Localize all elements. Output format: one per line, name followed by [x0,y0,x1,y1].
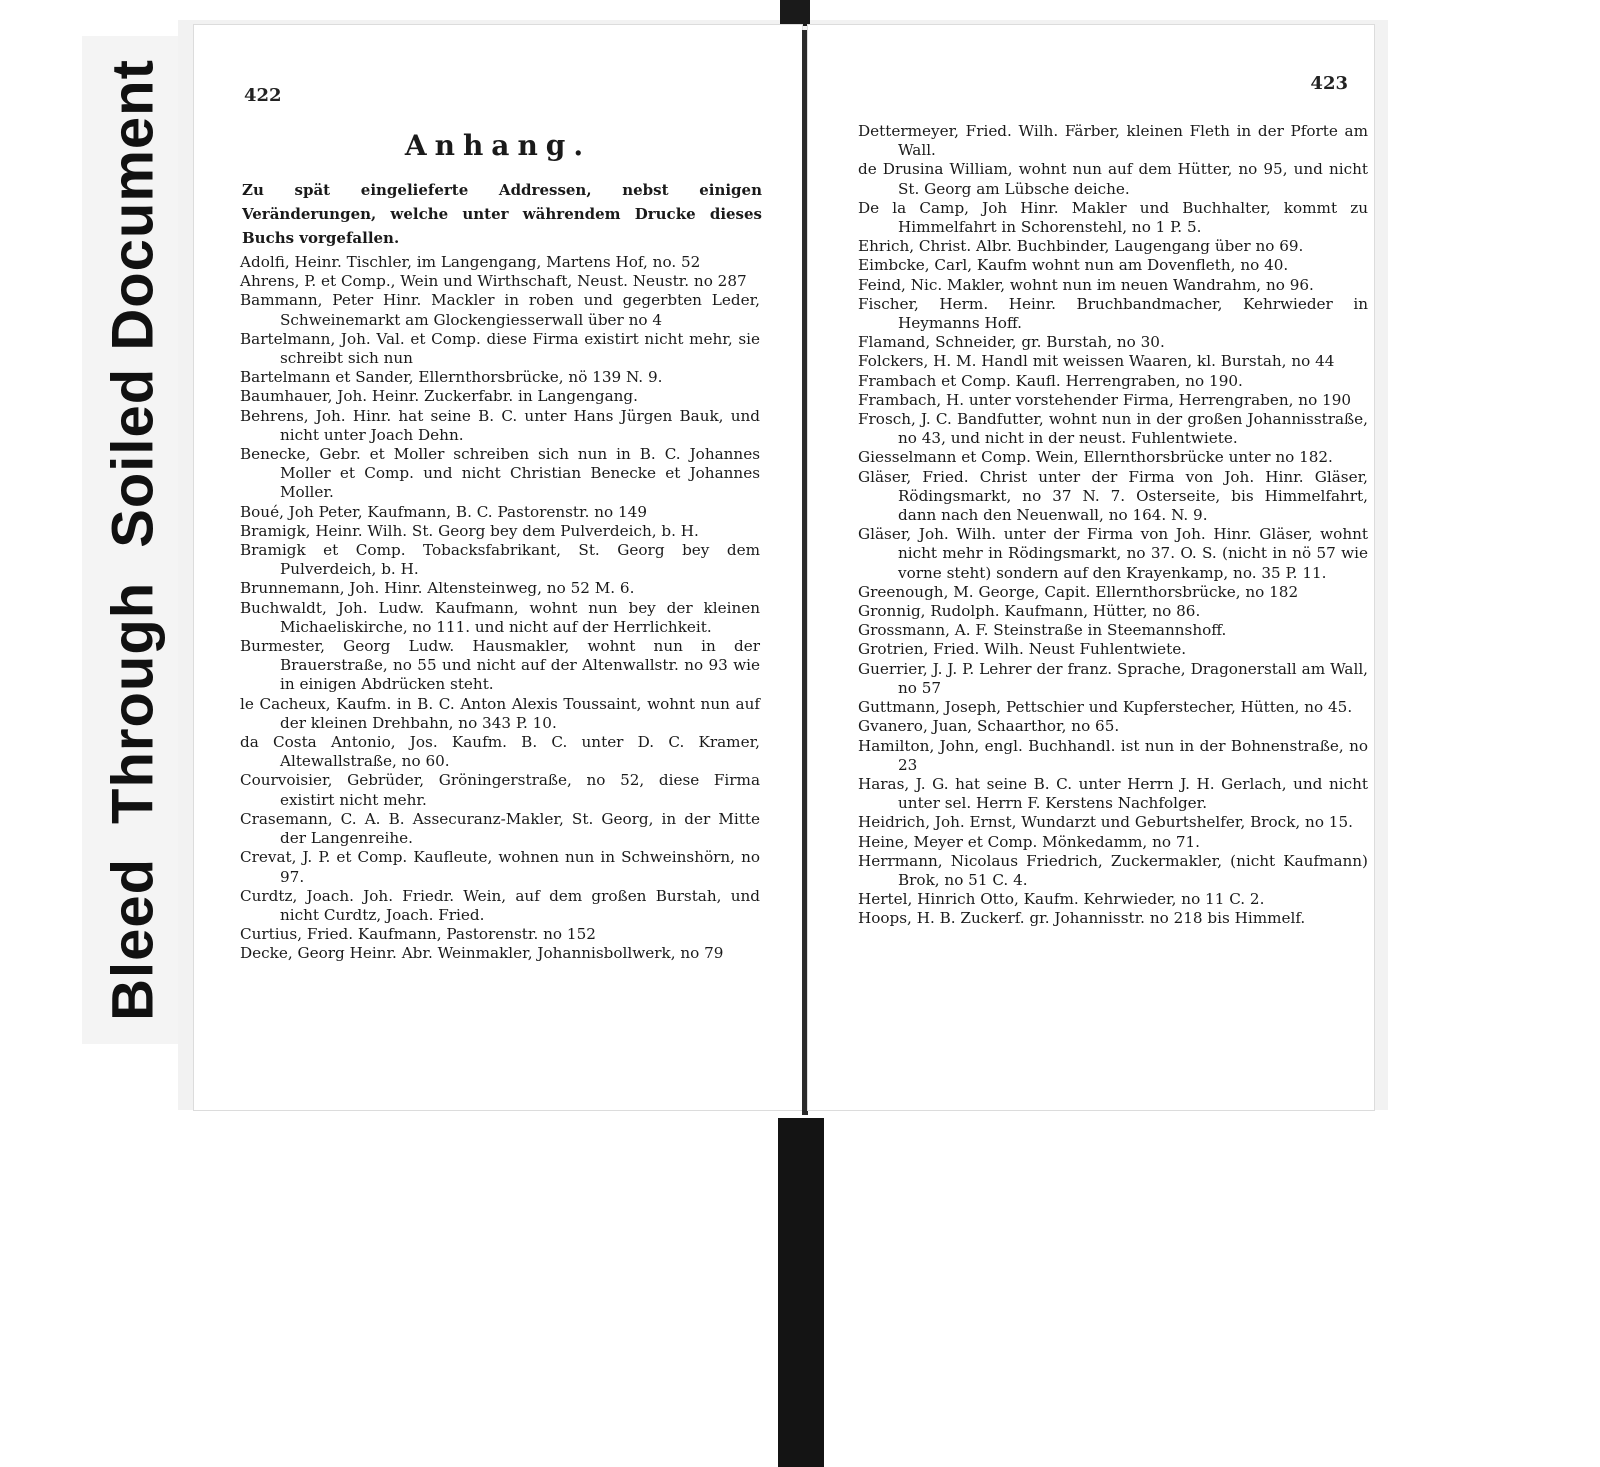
directory-entry: Curtius, Fried. Kaufmann, Pastorenstr. no 152 [240,925,596,944]
directory-entry: Guttmann, Joseph, Pettschier und Kupferstecher, Hütten, no 45. [858,698,1353,717]
directory-entry: Bramigk, Heinr. Wilh. St. Georg bey dem Pulverdeich, b. H. [240,521,699,540]
directory-entry: Burmester, Georg Ludw. Hausmakler, wohnt nun in der Brauerstraße, no 55 und nicht auf der Altenwallstr. no 93 wie in einigen Abdrücken steht. [240,637,760,694]
right-page [808,25,1374,1110]
directory-entry: Brunnemann, Joh. Hinr. Altensteinweg, no 52 M. 6. [240,579,635,598]
directory-entry: Benecke, Gebr. et Moller schreiben sich nun in B. C. Johannes Moller et Comp. und nicht Christian Benecke et Johannes Moller. [240,445,760,502]
directory-entry: Greenough, M. George, Capit. Ellernthorsbrücke, no 182 [858,582,1299,601]
directory-entry: Adolfi, Heinr. Tischler, im Langengang, Martens Hof, no. 52 [240,253,701,271]
directory-entry: Gvanero, Juan, Schaarthor, no 65. [858,717,1120,736]
binding-strip-top [780,0,810,26]
directory-entry: Herrmann, Nicolaus Friedrich, Zuckermakler, (nicht Kaufmann) Brok, no 51 C. 4. [858,851,1368,889]
directory-entry: Guerrier, J. J. P. Lehrer der franz. Sprache, Dragonerstall am Wall, no 57 [858,659,1368,697]
directory-entry: Ehrich, Christ. Albr. Buchbinder, Laugengang über no 69. [858,237,1304,256]
directory-entry: Bramigk et Comp. Tobacksfabrikant, St. Georg bey dem Pulverdeich, b. H. [240,541,760,579]
right-entry-list [858,122,1368,929]
directory-entry: Gläser, Joh. Wilh. unter der Firma von Joh. Hinr. Gläser, wohnt nicht mehr in Rödingsmarkt, no 37. O. S. (nicht in nö 57 wie vorne steht) sondern auf den Krayenkamp, no. 35 P. 11. [858,525,1368,582]
directory-entry: Folckers, H. M. Handl mit weissen Waaren, kl. Burstah, no 44 [858,352,1335,371]
directory-entry: Decke, Georg Heinr. Abr. Weinmakler, Johannisbollwerk, no 79 [240,944,724,963]
directory-entry: Fischer, Herm. Heinr. Bruchbandmacher, Kehrwieder in Heymanns Hoff. [858,294,1368,333]
directory-entry: Buchwaldt, Joh. Ludw. Kaufmann, wohnt nun bey der kleinen Michaeliskirche, no 111. und nicht auf der Herrlichkeit. [240,598,760,636]
directory-entry: Crevat, J. P. et Comp. Kaufleute, wohnen nun in Schweinshörn, no 97. [240,848,760,886]
directory-entry: Courvoisier, Gebrüder, Gröningerstraße, no 52, diese Firma existirt nicht mehr. [240,771,760,809]
directory-entry: Frambach, H. unter vorstehender Firma, Herrengraben, no 190 [858,390,1352,409]
binding-strip-bottom [778,1118,824,1467]
directory-entry: Heine, Meyer et Comp. Mönkedamm, no 71. [858,832,1200,851]
directory-entry: Bammann, Peter Hinr. Mackler in roben und gegerbten Leder, Schweinemarkt am Glockengiesserwall über no 4 [240,291,760,329]
section-title: Anhang. [404,129,592,162]
directory-entry: Feind, Nic. Makler, wohnt nun im neuen Wandrahm, no 96. [858,275,1314,294]
directory-entry: Frosch, J. C. Bandfutter, wohnt nun in der großen Johannisstraße, no 43, und nicht in der neust. Fuhlentwiete. [858,410,1368,448]
directory-entry: de Drusina William, wohnt nun auf dem Hütter, no 95, und nicht St. Georg am Lübsche deiche. [858,160,1368,198]
right-page-number: 423 [1310,73,1348,94]
directory-entry: Frambach et Comp. Kaufl. Herrengraben, no 190. [858,371,1243,390]
directory-entry: Gronnig, Rudolph. Kaufmann, Hütter, no 86. [858,602,1201,621]
directory-entry: Haras, J. G. hat seine B. C. unter Herrn J. H. Gerlach, und nicht unter sel. Herrn F. Kerstens Nachfolger. [858,774,1368,813]
directory-entry: Baumhauer, Joh. Heinr. Zuckerfabr. in Langengang. [240,387,638,406]
left-entry-list [240,253,760,964]
directory-entry: De la Camp, Joh Hinr. Makler und Buchhalter, kommt zu Himmelfahrt in Schorenstehl, no 1 P. 5. [858,198,1368,237]
directory-entry: Giesselmann et Comp. Wein, Ellernthorsbrücke unter no 182. [858,448,1333,467]
directory-entry: Ahrens, P. et Comp., Wein und Wirthschaft, Neust. Neustr. no 287 [240,272,747,291]
directory-entry: Flamand, Schneider, gr. Burstah, no 30. [858,333,1165,352]
label-word-soiled-document: Soiled Document [100,59,166,548]
label-word-through: Through [100,581,166,824]
directory-entry: le Cacheux, Kaufm. in B. C. Anton Alexis Toussaint, wohnt nun auf der kleinen Drehbahn, no 343 P. 10. [240,694,760,732]
directory-entry: Grossmann, A. F. Steinstraße in Steemannshoff. [858,621,1227,640]
directory-entry: Bartelmann, Joh. Val. et Comp. diese Firma existirt nicht mehr, sie schreibt sich nun [240,329,760,368]
directory-entry: Bartelmann et Sander, Ellernthorsbrücke, nö 139 N. 9. [240,368,663,387]
directory-entry: Grotrien, Fried. Wilh. Neust Fuhlentwiete. [858,640,1187,659]
directory-entry: Hamilton, John, engl. Buchhandl. ist nun in der Bohnenstraße, no 23 [858,736,1368,774]
directory-entry: Dettermeyer, Fried. Wilh. Färber, kleinen Fleth in der Pforte am Wall. [858,122,1368,160]
directory-entry: Heidrich, Joh. Ernst, Wundarzt und Geburtshelfer, Brock, no 15. [858,813,1353,832]
directory-entry: Hoops, H. B. Zuckerf. gr. Johannisstr. no 218 bis Himmelf. [858,909,1306,928]
directory-entry: Eimbcke, Carl, Kaufm wohnt nun am Dovenfleth, no 40. [858,256,1289,275]
label-word-bleed: Bleed [100,857,166,1021]
directory-entry: Gläser, Fried. Christ unter der Firma von Joh. Hinr. Gläser, Rödingsmarkt, no 37 N. 7. Osterseite, bis Himmelfahrt, dann nach den Neuenwall, no 164. N. 9. [858,467,1368,525]
section-intro: Zu spät eingelieferte Addressen, nebst einigen Veränderungen, welche unter währendem Drucke dieses Buchs vorgefallen. [242,181,762,247]
document-quality-label [82,36,184,1044]
left-page [194,25,802,1110]
directory-entry: Boué, Joh Peter, Kaufmann, B. C. Pastorenstr. no 149 [240,502,648,521]
left-page-number: 422 [244,85,282,106]
directory-entry: Behrens, Joh. Hinr. hat seine B. C. unter Hans Jürgen Bauk, und nicht unter Joach Dehn. [240,406,760,444]
directory-entry: da Costa Antonio, Jos. Kaufm. B. C. unter D. C. Kramer, Altewallstraße, no 60. [240,733,760,771]
directory-entry: Crasemann, C. A. B. Assecuranz-Makler, St. Georg, in der Mitte der Langenreihe. [240,809,760,848]
directory-entry: Curdtz, Joach. Joh. Friedr. Wein, auf dem großen Burstah, und nicht Curdtz, Joach. Fried. [240,886,760,924]
directory-entry: Hertel, Hinrich Otto, Kaufm. Kehrwieder, no 11 C. 2. [858,890,1265,909]
